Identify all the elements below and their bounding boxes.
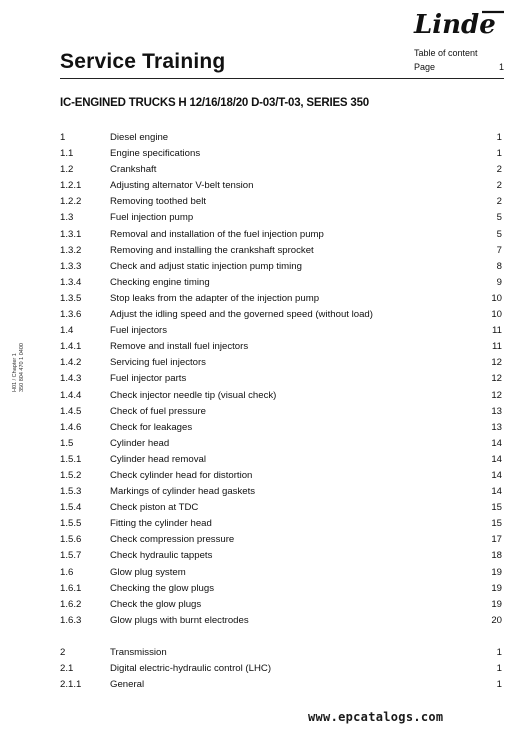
toc-page-number: 14 [491, 437, 502, 449]
toc-row [60, 420, 502, 436]
toc-row [60, 645, 502, 661]
toc-row [60, 452, 502, 468]
toc-section-number: 1.4 [60, 325, 74, 337]
toc-section-title: Adjusting alternator V-belt tension [110, 180, 254, 192]
toc-page-number: 14 [491, 453, 502, 465]
toc-section-title: Stop leaks from the adapter of the injection pump [110, 292, 320, 304]
toc-row [60, 371, 502, 387]
toc-section-number: 1.6.3 [60, 614, 82, 626]
toc-section-number: 1.2 [60, 164, 74, 176]
toc-page-number: 12 [491, 373, 502, 385]
toc-section-number: 1.5.5 [60, 518, 82, 530]
toc-section-title: Fuel injection pump [110, 212, 194, 224]
toc-section-title: Check the glow plugs [110, 598, 202, 610]
toc-section-title: Checking the glow plugs [110, 582, 214, 594]
toc-section-title: Engine specifications [110, 148, 201, 160]
toc-section-number: 1.5.7 [60, 550, 82, 562]
toc-section-title: Removal and installation of the fuel injection pump [110, 228, 324, 240]
toc-row [60, 532, 502, 548]
toc-section-number: 1.5.2 [60, 469, 82, 481]
toc-row [60, 243, 502, 259]
toc-section-title: Glow plug system [110, 566, 186, 578]
toc-row [60, 597, 502, 613]
toc-section-title: Check injector needle tip (visual check) [110, 389, 277, 401]
toc-section-number: 1.3.3 [60, 260, 82, 272]
toc-row [60, 291, 502, 307]
toc-page-number: 15 [491, 502, 502, 514]
toc-page-number: 11 [492, 341, 502, 353]
toc-page-number: 7 [496, 244, 502, 256]
toc-section-title: Cylinder head [110, 437, 170, 449]
toc-row [60, 194, 502, 210]
toc-section-number: 1.6 [60, 566, 74, 578]
toc-section-title: Checking engine timing [110, 276, 210, 288]
toc-section-title: Cylinder head removal [110, 453, 206, 465]
toc-page-number: 12 [491, 357, 502, 369]
toc-page-number: 14 [491, 469, 502, 481]
toc-page-number: 10 [491, 292, 502, 304]
toc-section-title: Check compression pressure [110, 534, 235, 546]
toc-row [60, 661, 502, 677]
toc-page-number: 14 [491, 486, 502, 498]
toc-page-number: 1 [496, 148, 502, 160]
meta-page-number: 1 [498, 62, 504, 72]
toc-row [60, 178, 502, 194]
toc-page-number: 13 [491, 421, 502, 433]
toc-section-title: Fuel injectors [110, 325, 168, 337]
toc-row [60, 130, 502, 146]
toc-row [60, 468, 502, 484]
meta-label-table-of-content: Table of content [414, 48, 478, 58]
toc-section-number: 1.5.4 [60, 502, 82, 514]
toc-section-number: 2 [60, 646, 66, 658]
side-reference-line-1: H01 / Chapter 1 [12, 353, 18, 392]
toc-section-number: 1.2.1 [60, 180, 82, 192]
toc-page-number: 1 [496, 132, 502, 143]
toc-section-number: 1.5.1 [60, 453, 82, 465]
toc-section-title: Remove and install fuel injectors [110, 341, 249, 353]
toc-section-title: Adjust the idling speed and the governed speed (without load) [110, 309, 373, 321]
toc-section-number: 1.4.1 [60, 341, 82, 353]
toc-page-number: 15 [491, 518, 502, 530]
toc-page-number: 2 [496, 164, 502, 176]
toc-section-number: 1.4.3 [60, 373, 82, 385]
toc-page-number: 17 [491, 534, 502, 546]
toc-page-number: 19 [491, 582, 502, 594]
toc-page-number: 13 [491, 405, 502, 417]
side-reference-line-2: 350 804 470 1 0400 [18, 343, 25, 392]
toc-row [60, 388, 502, 404]
toc-section-title: Check of fuel pressure [110, 405, 206, 417]
toc-page-number: 1 [496, 679, 502, 691]
toc-section-title: Removing and installing the crankshaft sprocket [110, 244, 314, 256]
toc-row [60, 210, 502, 226]
toc-row [60, 307, 502, 323]
toc-section-number: 1.5.3 [60, 486, 82, 498]
toc-section-number: 1.4.4 [60, 389, 82, 401]
toc-section-number: 2.1.1 [60, 679, 82, 691]
toc-row [60, 339, 502, 355]
toc-row [60, 259, 502, 275]
toc-section-title: Crankshaft [110, 164, 157, 176]
toc-page-number: 5 [496, 212, 502, 224]
toc-row [60, 500, 502, 516]
footer-url: www.epcatalogs.com [308, 710, 444, 724]
toc-page-number: 1 [496, 646, 502, 658]
toc-section-number: 2.1 [60, 663, 74, 674]
toc-row [60, 404, 502, 420]
toc-row [60, 581, 502, 597]
toc-section-title: Check for leakages [110, 421, 193, 433]
toc-section-number: 1.5 [60, 437, 74, 449]
toc-section-title: Glow plugs with burnt electrodes [110, 614, 249, 626]
toc-page-number: 10 [491, 309, 502, 321]
toc-section-number: 1.3.2 [60, 244, 82, 256]
toc-row [60, 162, 502, 178]
meta-label-page: Page [414, 62, 436, 72]
toc-section-title: Fitting the cylinder head [110, 518, 212, 530]
toc-row [60, 516, 502, 532]
toc-row [60, 613, 502, 629]
toc-section-title: Fuel injector parts [110, 373, 187, 385]
toc-row [60, 677, 502, 693]
toc-page-number: 19 [491, 566, 502, 578]
toc-page-number: 2 [496, 196, 502, 208]
logo-wordmark: Linde [414, 10, 496, 40]
toc-row [60, 275, 502, 291]
toc-section-number: 1.3.1 [60, 228, 82, 240]
toc-page-number: 1 [496, 663, 502, 674]
toc-section-number: 1.3 [60, 212, 74, 224]
toc-page-number: 5 [496, 228, 502, 240]
toc-section-number: 1.6.1 [60, 582, 82, 594]
toc-section-number: 1.3.6 [60, 309, 82, 321]
toc-page-number: 18 [491, 550, 502, 562]
side-reference-text [12, 343, 25, 392]
toc-section-title: Transmission [110, 646, 167, 658]
toc-section-number: 1.5.6 [60, 534, 82, 546]
toc-section-title: General [110, 679, 145, 691]
toc-section-title: Markings of cylinder head gaskets [110, 486, 256, 498]
toc-section-number: 1.3.5 [60, 292, 82, 304]
toc-row [60, 355, 502, 371]
toc-page-number: 20 [491, 614, 502, 626]
document-meta [414, 46, 504, 74]
toc-row [60, 146, 502, 162]
toc-page-number: 11 [492, 325, 502, 337]
toc-section-number: 1.6.2 [60, 598, 82, 610]
page-title: Service Training [60, 50, 226, 73]
toc-section-title: Check piston at TDC [110, 502, 199, 514]
linde-logo [412, 8, 507, 40]
toc-section-number: 1.4.6 [60, 421, 82, 433]
toc-page-number: 2 [496, 180, 502, 192]
toc-section-number: 1.3.4 [60, 276, 82, 288]
toc-row [60, 548, 502, 564]
toc-section-title: Removing toothed belt [110, 196, 206, 208]
toc-row [60, 227, 502, 243]
toc-section-title: Diesel engine [110, 132, 169, 143]
toc-section-title: Check hydraulic tappets [110, 550, 213, 562]
toc-row [60, 484, 502, 500]
toc-row [60, 323, 502, 339]
toc-section-number: 1.4.2 [60, 357, 82, 369]
toc-section-number: 1.2.2 [60, 196, 82, 208]
toc-page-number: 8 [496, 260, 502, 272]
toc-section-title: Digital electric-hydraulic control (LHC) [110, 663, 272, 674]
toc-section-title: Check cylinder head for distortion [110, 469, 253, 481]
table-of-contents [60, 130, 502, 693]
toc-section-title: Check and adjust static injection pump timing [110, 260, 302, 272]
toc-page-number: 9 [496, 276, 502, 288]
toc-row [60, 565, 502, 581]
toc-section-number: 1 [60, 132, 66, 143]
toc-section-title: Servicing fuel injectors [110, 357, 206, 369]
toc-section-number: 1.4.5 [60, 405, 82, 417]
toc-page-number: 12 [491, 389, 502, 401]
document-subtitle: IC-ENGINED TRUCKS H 12/16/18/20 D-03/T-03, SERIES 350 [60, 97, 369, 109]
toc-section-number: 1.1 [60, 148, 74, 160]
toc-page-number: 19 [491, 598, 502, 610]
toc-row [60, 436, 502, 452]
header-divider [60, 78, 504, 79]
